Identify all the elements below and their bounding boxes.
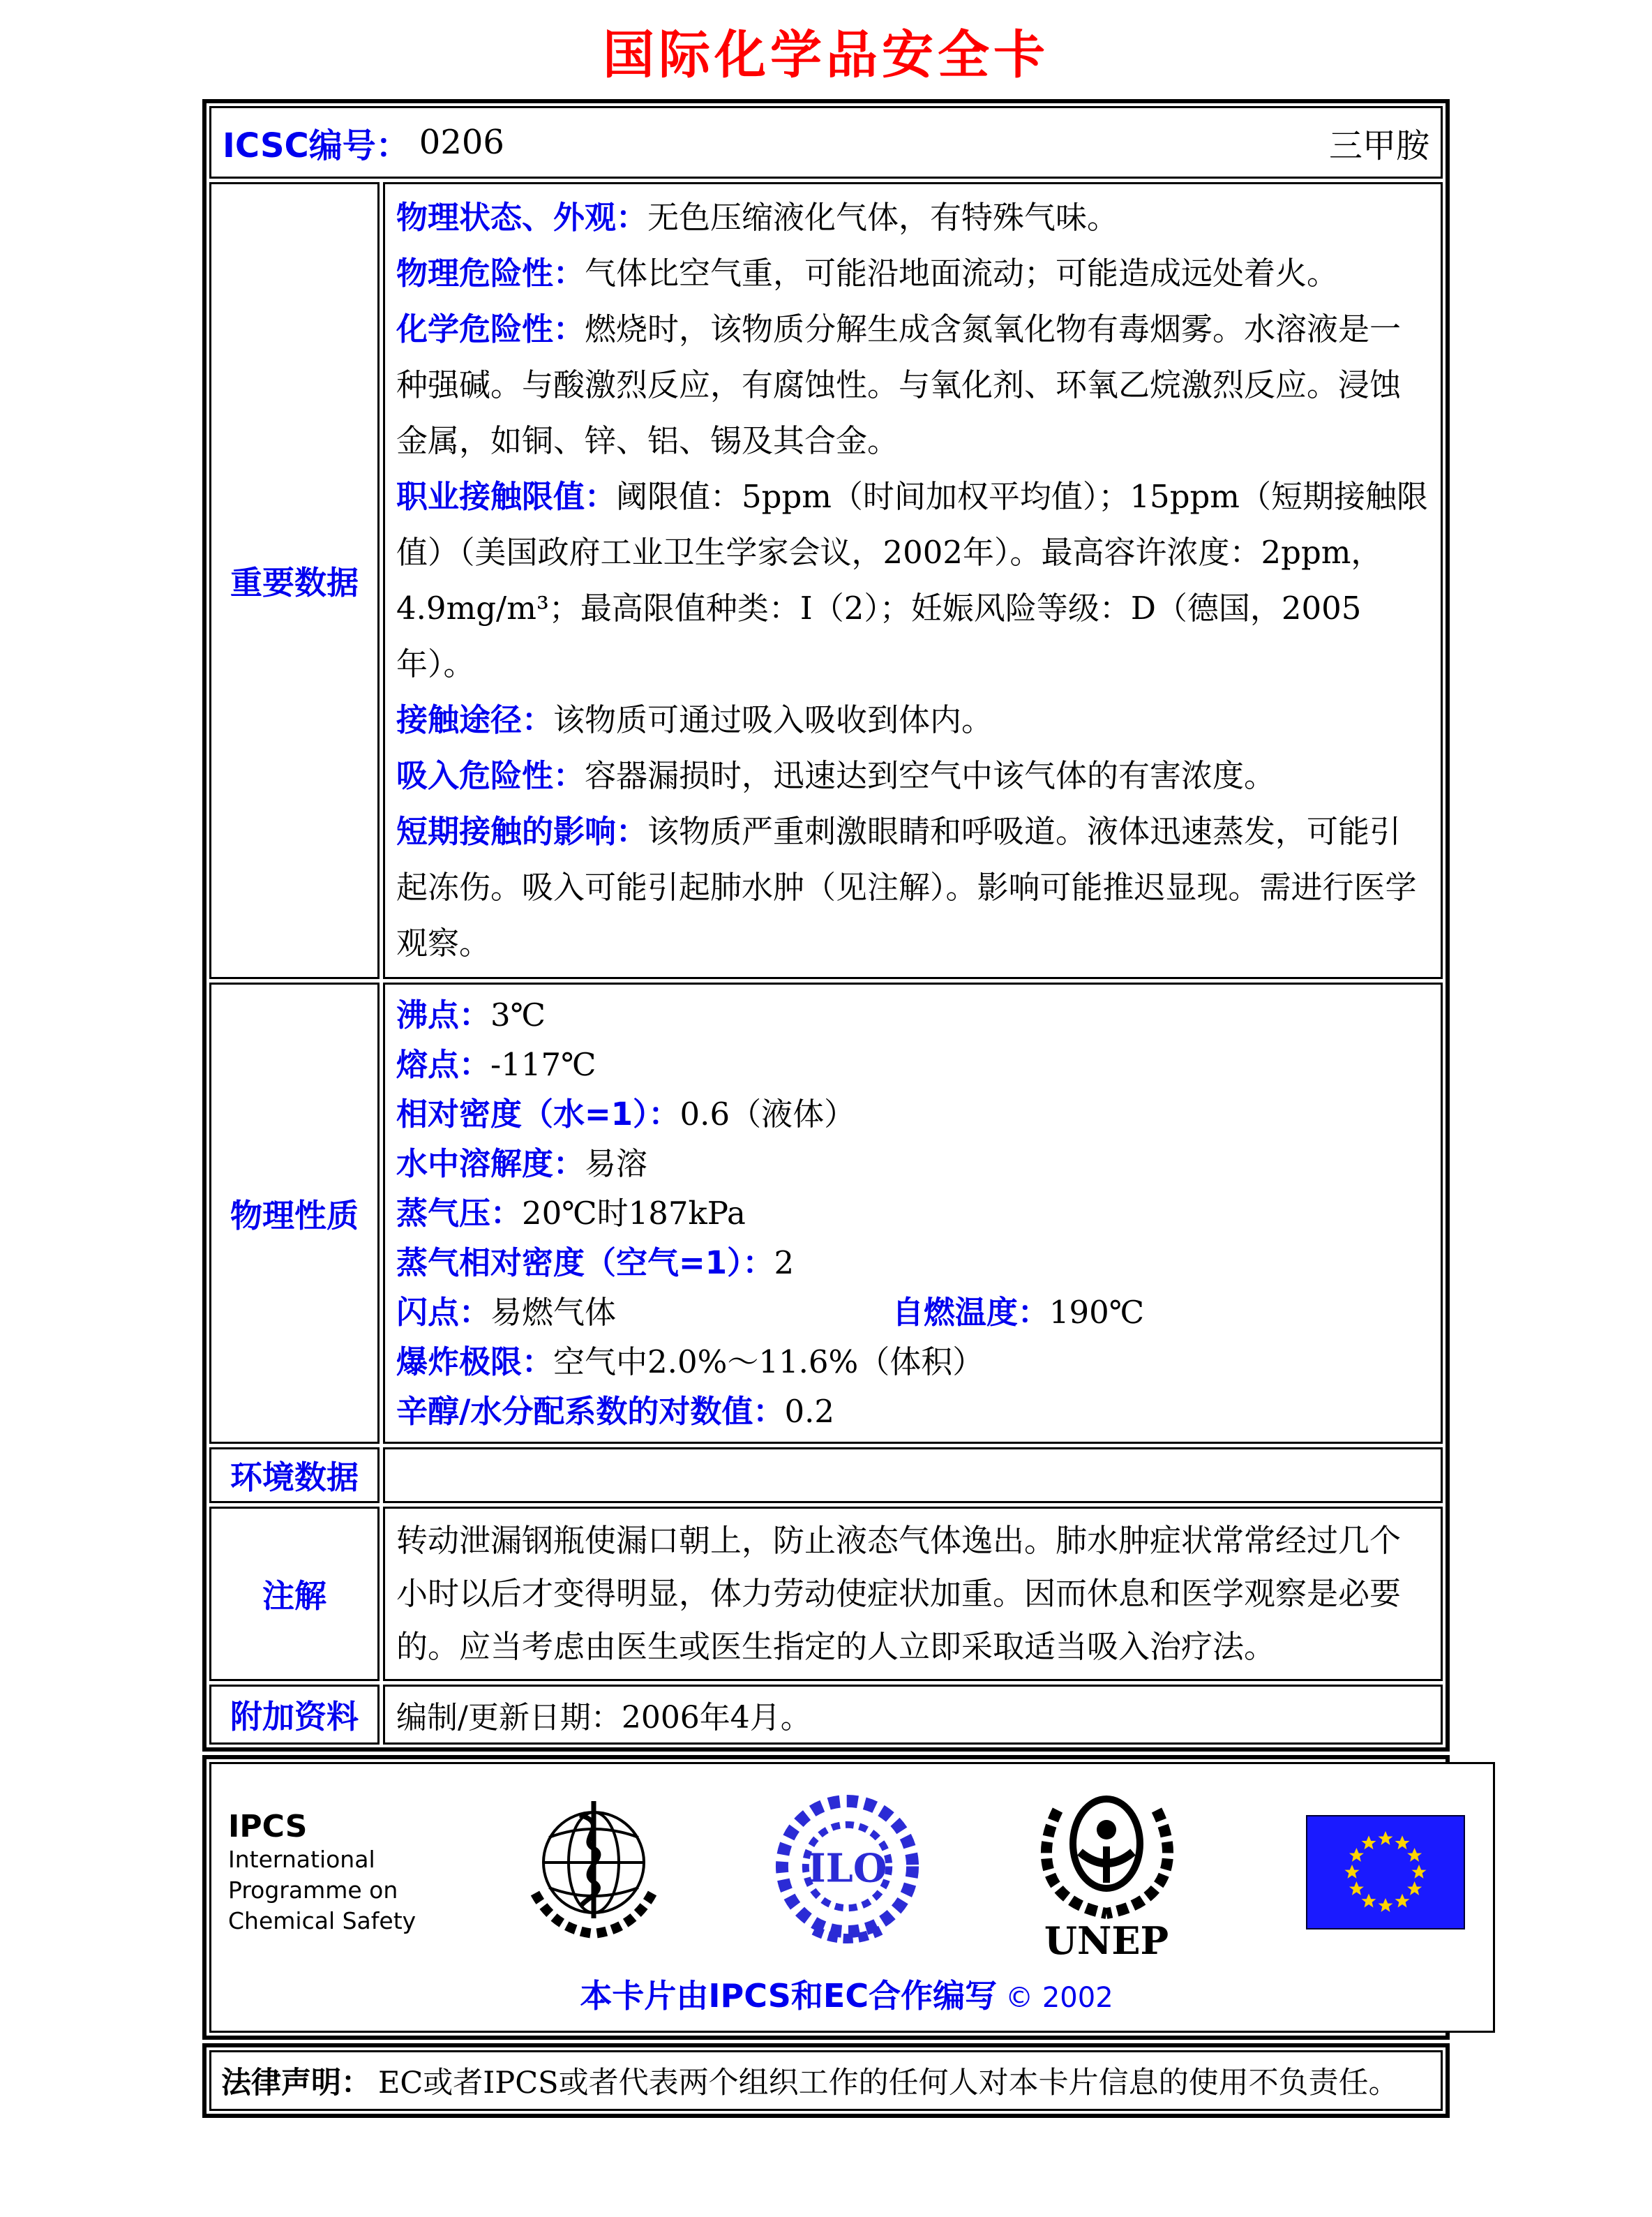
- header-cell: [209, 106, 1443, 179]
- property-row: [396, 1089, 1429, 1139]
- section-label-physical-properties: 物理性质: [209, 983, 380, 1444]
- caption-text: 本卡片由IPCS和EC合作编写: [580, 1977, 998, 2015]
- who-logo-icon: [507, 1796, 682, 1949]
- field-row: [396, 692, 1429, 748]
- field-value: 无色压缩液化气体，有特殊气味。: [647, 199, 1119, 236]
- header-row: [209, 106, 1443, 179]
- icsc-main-table: [202, 99, 1450, 1752]
- property-row: [396, 1238, 1429, 1287]
- ipcs-text-block: [228, 1809, 458, 1936]
- property-row: [396, 1337, 1429, 1387]
- ilo-logo-text: ILO: [807, 1845, 887, 1891]
- notes-row: [209, 1507, 1443, 1681]
- footer-row: [209, 1762, 1443, 2033]
- field-label: 化学危险性：: [396, 311, 585, 348]
- field-row: [396, 190, 1429, 246]
- ipcs-subtitle-line: Programme on: [228, 1876, 398, 1904]
- ipcs-subtitle-line: Chemical Safety: [228, 1906, 416, 1934]
- field-label: 职业接触限值：: [396, 478, 617, 515]
- property-label: 相对密度（水=1）：: [396, 1096, 680, 1133]
- field-label: 物理危险性：: [396, 255, 585, 292]
- field-value: 气体比空气重，可能沿地面流动；可能造成远处着火。: [585, 255, 1339, 292]
- property-row-dual: [396, 1287, 1429, 1337]
- property-label: 爆炸极限：: [396, 1343, 554, 1380]
- property-value: -117℃: [490, 1046, 596, 1083]
- footer-table: [202, 1755, 1450, 2040]
- additional-info-row: [209, 1685, 1443, 1745]
- notes-content: [383, 1507, 1443, 1681]
- property-row: [396, 1139, 1429, 1188]
- chemical-name: 三甲胺: [1328, 126, 1429, 165]
- update-date-label: 编制/更新日期：: [396, 1700, 622, 1735]
- property-row: [396, 1387, 1429, 1436]
- ilo-logo-icon: [772, 1794, 922, 1951]
- field-label: 吸入危险性：: [396, 757, 585, 794]
- property-label: 熔点：: [396, 1046, 491, 1083]
- notes-text: 转动泄漏钢瓶使漏口朝上，防止液态气体逸出。肺水肿症状常常经过几个小时以后才变得明显，体力劳动使症状加重。因而休息和医学观察是必要的。应当考虑由医生或医生指定的人立即采取适当吸入治疗法。: [396, 1522, 1402, 1665]
- section-label-notes: 注解: [209, 1507, 380, 1681]
- field-value: 阈限值：5ppm（时间加权平均值）；15ppm（短期接触限值）（美国政府工业卫生学家会议，2002年）。最高容许浓度：2ppm，4.9mg/m³；最高限值种类：I（2）；妊娠风险等级：D（德国，2005年）。: [396, 478, 1428, 682]
- footer-logos: [228, 1785, 1465, 1960]
- environmental-data-content: [383, 1447, 1443, 1503]
- icsc-number-value: 0206: [419, 123, 504, 162]
- property-label: 水中溶解度：: [396, 1145, 585, 1182]
- field-label: 接触途径：: [396, 701, 554, 738]
- field-value: 该物质可通过吸入吸收到体内。: [553, 701, 993, 738]
- icsc-page: [0, 14, 1652, 2118]
- eu-flag-icon: [1306, 1815, 1465, 1929]
- update-date-value: 2006年4月。: [621, 1700, 811, 1735]
- field-row: [396, 469, 1429, 692]
- unep-logo-icon: [1027, 1785, 1187, 1960]
- field-row: [396, 804, 1429, 971]
- legal-table: [202, 2043, 1450, 2118]
- property-value: 3℃: [490, 996, 546, 1033]
- property-value: 易燃气体: [490, 1294, 617, 1331]
- property-row: [396, 990, 1429, 1040]
- property-value: 190℃: [1049, 1294, 1145, 1331]
- physical-properties-content: [383, 983, 1443, 1444]
- section-label-important-data: 重要数据: [209, 182, 380, 979]
- important-data-row: [209, 182, 1443, 979]
- section-label-additional-info: 附加资料: [209, 1685, 380, 1745]
- icsc-number-label: ICSC编号：: [223, 126, 410, 165]
- property-label: 沸点：: [396, 996, 491, 1033]
- property-row: [396, 1188, 1429, 1238]
- field-row: [396, 301, 1429, 469]
- field-row: [396, 246, 1429, 301]
- property-value: 空气中2.0%～11.6%（体积）: [553, 1343, 984, 1380]
- field-value: 该物质严重刺激眼睛和呼吸道。液体迅速蒸发，可能引起冻伤。吸入可能引起肺水肿（见注解）。影响可能推迟显现。需进行医学观察。: [396, 813, 1417, 962]
- property-label: 辛醇/水分配系数的对数值：: [396, 1393, 785, 1430]
- field-value: 燃烧时，该物质分解生成含氮氧化物有毒烟雾。水溶液是一种强碱。与酸激烈反应，有腐蚀性。与氧化剂、环氧乙烷激烈反应。浸蚀金属，如铜、锌、铝、锡及其合金。: [396, 311, 1402, 459]
- unep-logo-text: UNEP: [1044, 1918, 1169, 1960]
- property-value: 0.6（液体）: [679, 1096, 856, 1133]
- important-data-content: [383, 182, 1443, 979]
- footer-caption: [228, 1971, 1465, 2017]
- page-title: 国际化学品安全卡: [603, 25, 1049, 85]
- property-label: 自燃温度：: [892, 1294, 1049, 1331]
- field-value: 容器漏损时，迅速达到空气中该气体的有害浓度。: [585, 757, 1276, 794]
- legal-row: [209, 2050, 1443, 2111]
- property-label: 蒸气压：: [396, 1195, 523, 1232]
- property-label: 闪点：: [396, 1294, 491, 1331]
- property-value: 20℃时187kPa: [522, 1195, 746, 1232]
- property-pair: [396, 1287, 892, 1337]
- property-value: 0.2: [784, 1393, 835, 1430]
- legal-text: EC或者IPCS或者代表两个组织工作的任何人对本卡片信息的使用不负责任。: [378, 2066, 1399, 2100]
- ipcs-title: IPCS: [228, 1808, 308, 1844]
- additional-info-content: [383, 1685, 1443, 1745]
- ipcs-subtitle-line: International: [228, 1845, 375, 1873]
- property-value: 2: [774, 1244, 795, 1281]
- property-value: 易溶: [585, 1145, 648, 1182]
- property-pair: [892, 1294, 1144, 1331]
- section-label-environmental-data: 环境数据: [209, 1447, 380, 1503]
- field-label: 短期接触的影响：: [396, 813, 648, 850]
- property-row: [396, 1040, 1429, 1089]
- field-label: 物理状态、外观：: [396, 199, 648, 236]
- field-row: [396, 748, 1429, 804]
- property-label: 蒸气相对密度（空气=1）：: [396, 1244, 774, 1281]
- legal-cell: [209, 2050, 1443, 2111]
- legal-label: 法律声明：: [221, 2066, 371, 2100]
- environmental-data-row: [209, 1447, 1443, 1503]
- copyright-text: © 2002: [1005, 1982, 1113, 2014]
- physical-properties-row: [209, 983, 1443, 1444]
- footer-cell: [209, 1762, 1495, 2033]
